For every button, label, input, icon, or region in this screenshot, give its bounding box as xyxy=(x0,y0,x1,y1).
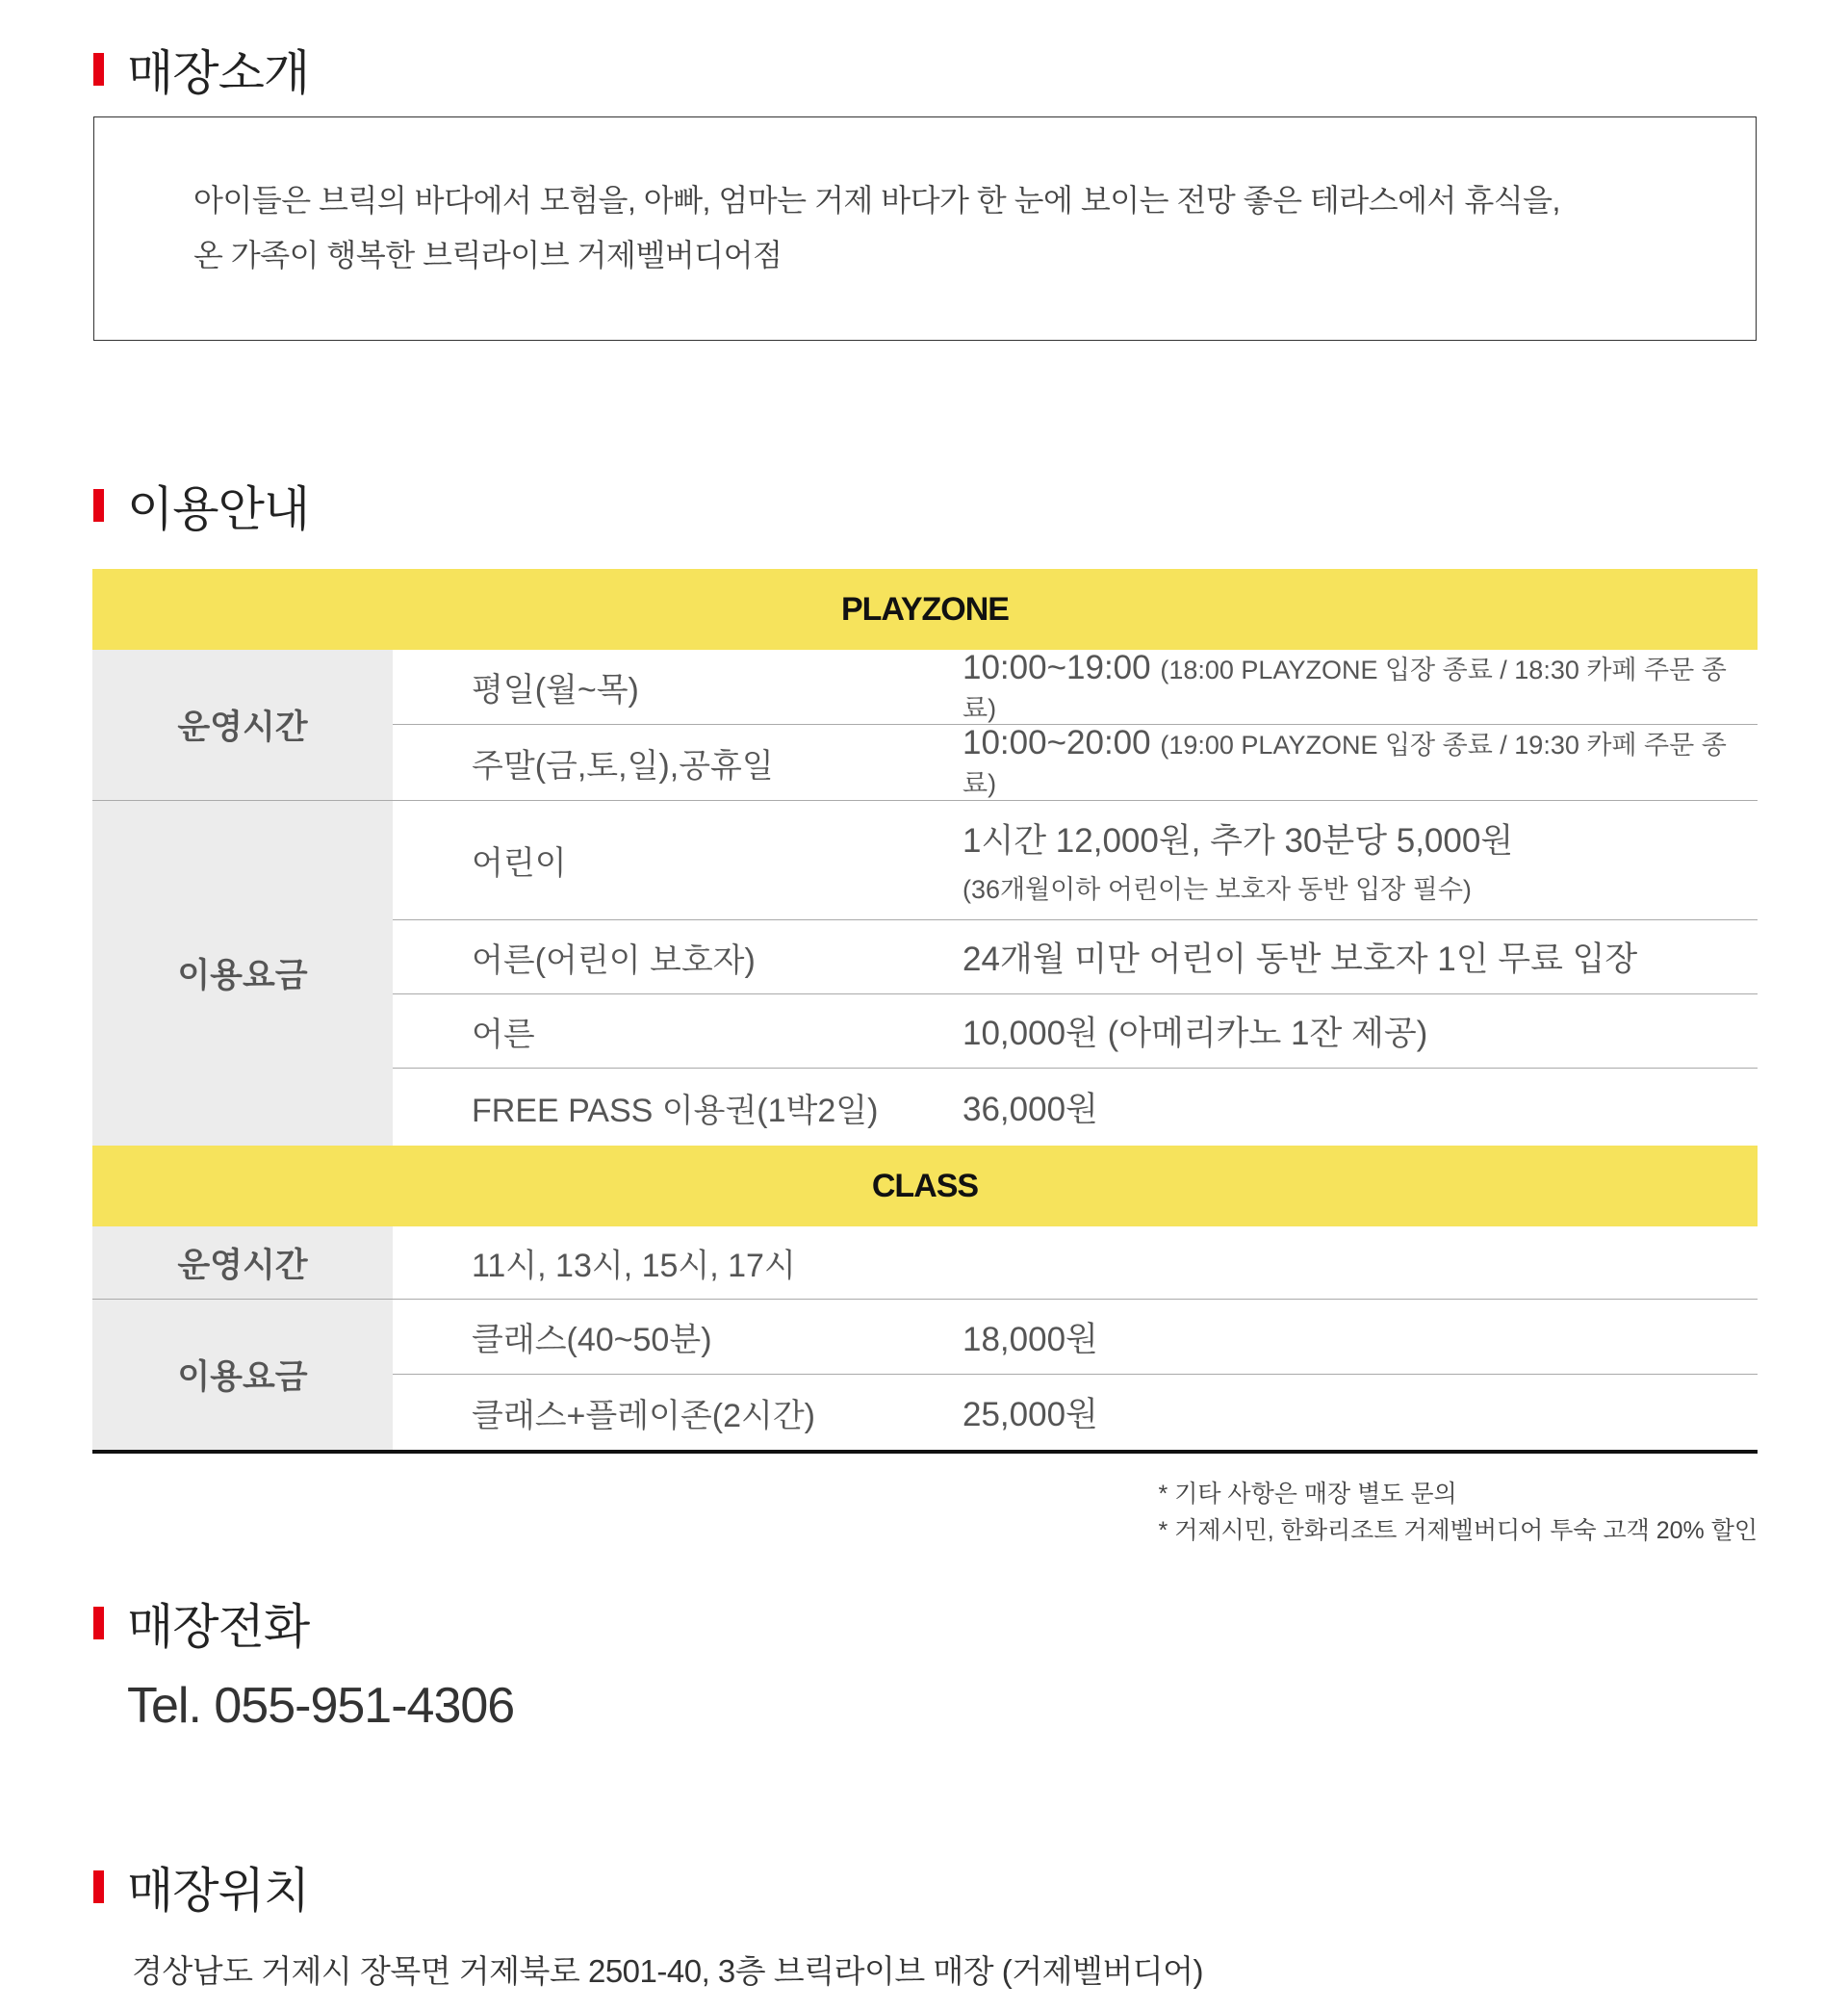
time-note: (18:00 PLAYZONE 입장 종료 / 18:30 카페 주문 종료) xyxy=(962,655,1727,723)
playzone-fees-group xyxy=(92,801,1758,1146)
time-value: 10:00~19:00 xyxy=(962,648,1151,686)
row-name: FREE PASS 이용권(1박2일) xyxy=(472,1092,879,1129)
store-address: 경상남도 거제시 장목면 거제북로 2501-40, 3층 브릭라이브 매장 (거제벨버디어) xyxy=(132,1953,1204,1989)
table-row xyxy=(393,1375,1758,1450)
row-value: 11시, 13시, 15시, 17시 xyxy=(472,1248,796,1284)
table-row xyxy=(393,650,1758,725)
table-row xyxy=(393,1226,1758,1299)
table-row xyxy=(393,1069,1758,1146)
section-title-usage xyxy=(93,477,309,534)
section-title-phone xyxy=(93,1594,309,1652)
section-title-text: 매장위치 xyxy=(127,1864,310,1918)
row-label: 이용요금 xyxy=(92,801,393,1146)
band-title: CLASS xyxy=(871,1167,979,1204)
row-value: 18,000원 xyxy=(962,1320,1098,1358)
row-name: 어른(어린이 보호자) xyxy=(472,941,756,979)
usage-table xyxy=(92,569,1758,1454)
row-value xyxy=(962,814,1758,906)
row-name: 주말(금,토,일),공휴일 xyxy=(472,747,774,785)
table-row xyxy=(393,994,1758,1069)
section-title-text: 매장소개 xyxy=(127,46,310,100)
title-bar xyxy=(93,1870,104,1903)
row-name: 클래스(40~50분) xyxy=(472,1322,712,1358)
intro-box xyxy=(93,116,1757,341)
title-bar xyxy=(93,53,104,86)
fee-value: 1시간 12,000원, 추가 30분당 5,000원 xyxy=(962,822,1514,860)
row-value xyxy=(962,649,1758,726)
time-note: (19:00 PLAYZONE 입장 종료 / 19:30 카페 주문 종료) xyxy=(962,731,1727,798)
usage-notes xyxy=(1159,1476,1758,1549)
section-title-text: 이용안내 xyxy=(127,482,310,536)
title-bar xyxy=(93,1607,104,1639)
class-hours-group xyxy=(92,1226,1758,1300)
note-line: * 거제시민, 한화리조트 거제벨버디어 투숙 고객 20% 할인 xyxy=(1158,1517,1758,1544)
row-value: 25,000원 xyxy=(962,1396,1098,1433)
phone-number[interactable]: Tel. 055-951-4306 xyxy=(127,1678,515,1734)
table-row xyxy=(393,1300,1758,1375)
band-title: PLAYZONE xyxy=(840,590,1009,628)
intro-line: 아이들은 브릭의 바다에서 모험을, 아빠, 엄마는 거제 바다가 한 눈에 보이는 전망 좋은 테라스에서 휴식을, xyxy=(193,183,1560,218)
row-name: 클래스+플레이존(2시간) xyxy=(472,1397,816,1434)
table-row xyxy=(393,920,1758,994)
row-value: 24개월 미만 어린이 동반 보호자 1인 무료 입장 xyxy=(962,941,1638,978)
table-row xyxy=(393,725,1758,800)
row-value: 10,000원 (아메리카노 1잔 제공) xyxy=(962,1015,1428,1052)
time-value: 10:00~20:00 xyxy=(962,724,1151,761)
class-fees-group xyxy=(92,1300,1758,1454)
row-label: 운영시간 xyxy=(92,650,393,800)
row-value xyxy=(962,724,1758,801)
section-title-intro xyxy=(93,40,309,98)
row-name: 평일(월~목) xyxy=(472,672,639,709)
table-row xyxy=(393,801,1758,920)
row-name: 어린이 xyxy=(472,845,567,882)
band-class xyxy=(92,1146,1758,1226)
intro-line: 온 가족이 행복한 브릭라이브 거제벨버디어점 xyxy=(193,238,783,272)
row-value: 36,000원 xyxy=(962,1091,1098,1128)
note-line: * 기타 사항은 매장 별도 문의 xyxy=(1158,1481,1457,1508)
playzone-hours-group xyxy=(92,650,1758,801)
band-playzone xyxy=(92,569,1758,650)
row-label: 운영시간 xyxy=(92,1226,393,1299)
fee-note: (36개월이하 어린이는 보호자 동반 입장 필수) xyxy=(962,875,1472,904)
section-title-text: 매장전화 xyxy=(127,1600,310,1654)
row-name: 어른 xyxy=(472,1016,535,1053)
row-label: 이용요금 xyxy=(92,1300,393,1450)
title-bar xyxy=(93,489,104,522)
section-title-location xyxy=(93,1858,309,1916)
